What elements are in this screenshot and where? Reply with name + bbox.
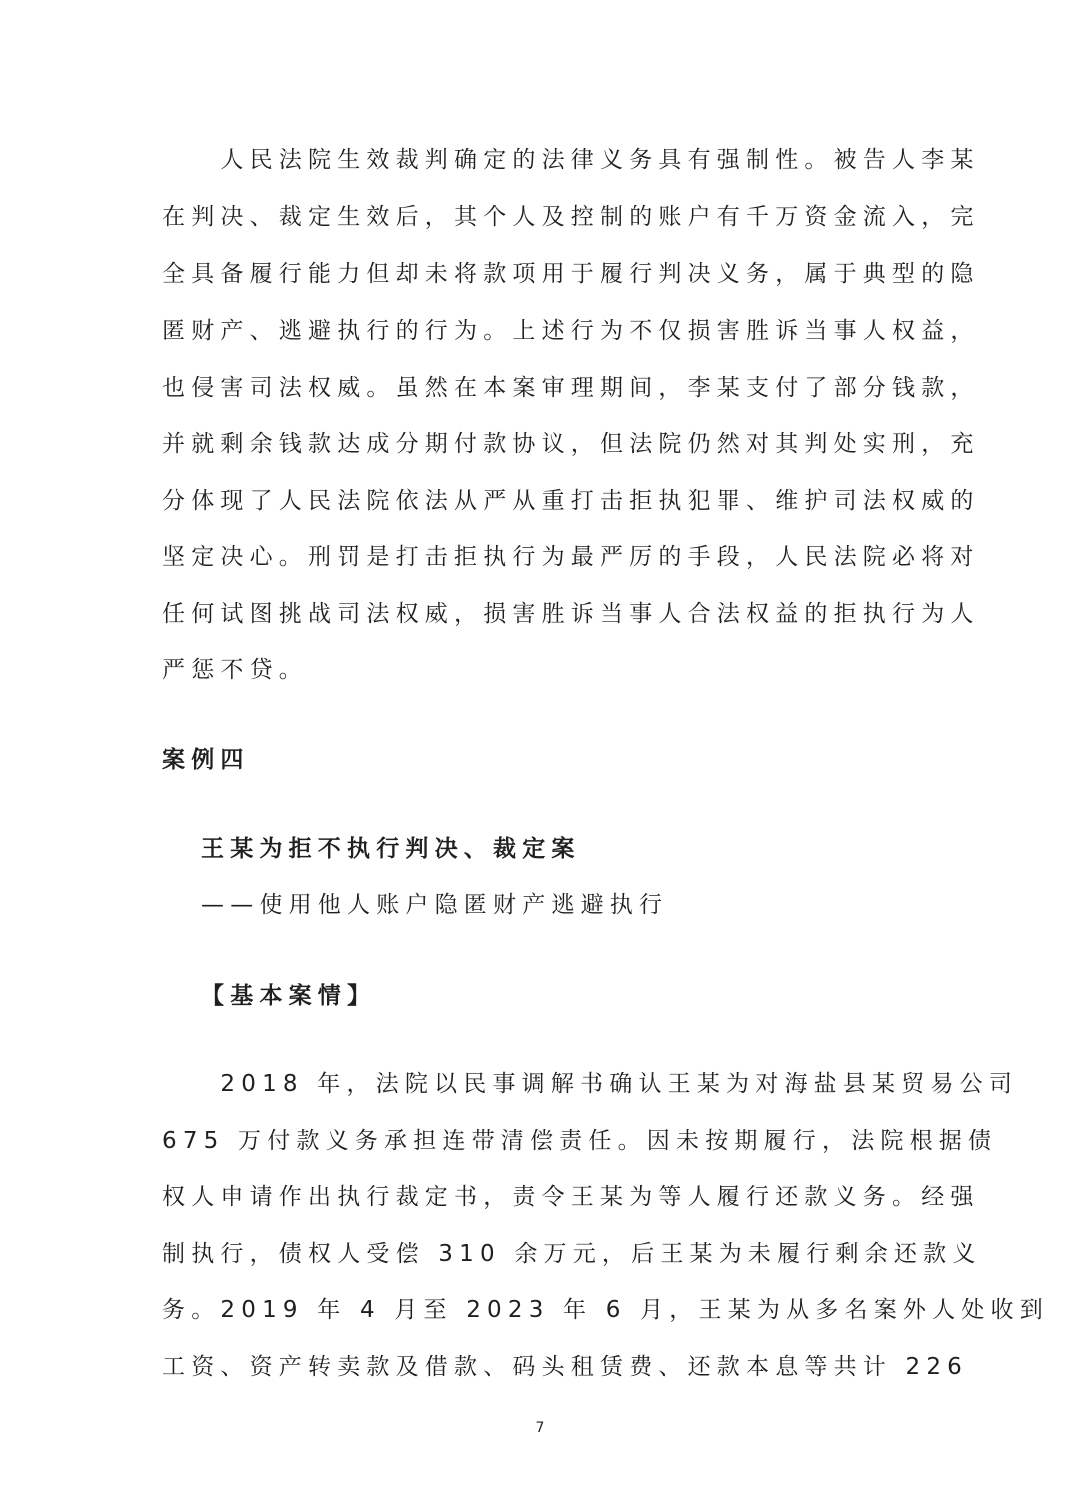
paragraph-line: 务。2019 年 4 月至 2023 年 6 月，王某为从多名案外人处收到 <box>162 1297 1049 1323</box>
page-number: 7 <box>535 1420 545 1436</box>
paragraph-line: 制执行，债权人受偿 310 余万元，后王某为未履行剩余还款义 <box>162 1241 982 1267</box>
case-heading: 案例四 <box>162 747 250 773</box>
paragraph-line: 工资、资产转卖款及借款、码头租赁费、还款本息等共计 226 <box>162 1354 969 1380</box>
paragraph-line: 严惩不贷。 <box>162 657 308 683</box>
paragraph-line: 675 万付款义务承担连带清偿责任。因未按期履行，法院根据债 <box>162 1128 998 1154</box>
paragraph-line: 权人申请作出执行裁定书，责令王某为等人履行还款义务。经强 <box>162 1184 980 1210</box>
paragraph-line: 坚定决心。刑罚是打击拒执行为最严厉的手段，人民法院必将对 <box>162 544 980 570</box>
section-heading: 【基本案情】 <box>201 983 377 1009</box>
paragraph-line: 人民法院生效裁判确定的法律义务具有强制性。被告人李某 <box>162 147 980 173</box>
paragraph-line: 匿财产、逃避执行的行为。上述行为不仅损害胜诉当事人权益， <box>162 318 980 344</box>
paragraph-line: 2018 年，法院以民事调解书确认王某为对海盐县某贸易公司 <box>162 1071 1019 1097</box>
paragraph-line: 并就剩余钱款达成分期付款协议，但法院仍然对其判处实刑，充 <box>162 431 980 457</box>
paragraph-line: 全具备履行能力但却未将款项用于履行判决义务，属于典型的隐 <box>162 261 980 287</box>
paragraph-line: 任何试图挑战司法权威，损害胜诉当事人合法权益的拒执行为人 <box>162 601 980 627</box>
paragraph-line: 在判决、裁定生效后，其个人及控制的账户有千万资金流入，完 <box>162 204 980 230</box>
paragraph-line: 也侵害司法权威。虽然在本案审理期间，李某支付了部分钱款， <box>162 375 980 401</box>
case-subtitle: ——使用他人账户隐匿财产逃避执行 <box>201 892 669 918</box>
case-title: 王某为拒不执行判决、裁定案 <box>201 836 581 862</box>
paragraph-line: 分体现了人民法院依法从严从重打击拒执犯罪、维护司法权威的 <box>162 488 980 514</box>
